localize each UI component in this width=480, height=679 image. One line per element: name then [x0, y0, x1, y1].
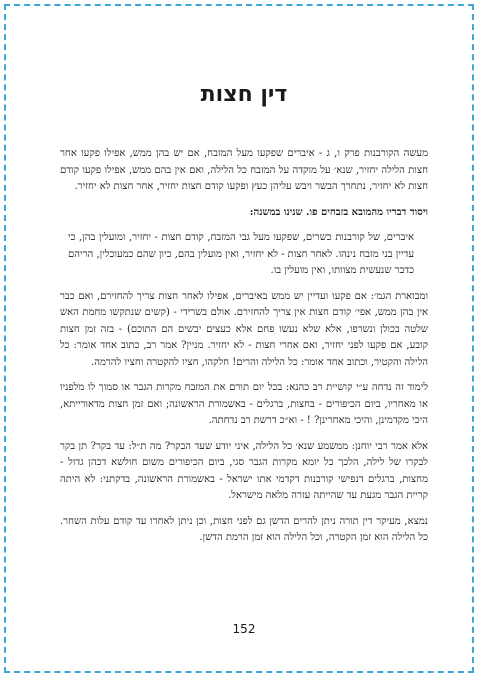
document-body	[60, 146, 428, 556]
paragraph-gemara: ומבוארת הגמ׳: אם פקעו ועדיין יש ממש באיברים, אפילו לאחר חצות צריך להחזירם, ואם כבר אין בהן ממש, אפי׳ קודם חצות אין צריך להחזירם. אולם בשרידי - (קשים שנתקשו מחמת האש שלטה בכולן ונשרפו, אלא שלא נעשו פחם אלא כעצים יבשים הם התוכם) - בזה זמן חצות קובע, אם פקעו לפני יחזיר, ואם אחרי חצות - לא יחזיר. מניין? אמר רב, כתוב אחד אומר: כל הלילה והקטיר, וכתוב אחד אומר: כל הלילה והרים! חלקהו, חציו להקטרה וחציו להרמה.	[60, 290, 428, 368]
paragraph-intro: מעשה הקורבנות פרק ו, ג - איברים שפקעו מעל המזבח, אם יש בהן ממש, אפילו פקעו אחר חצות הלילה יחזיר, שנא׳ על מוקדה על המזבח כל הלילה, ואם אין בהם ממש, אפילו פקעו קודם חצות לא יחזיר, נתחרך הבשר ויבש עליהן כעץ ופקעו קודם חצות יחזיר, אחר חצות לא יחזיר.	[60, 148, 428, 192]
paragraph-conclusion: נמצא, מעיקר דין תורה ניתן להרים הדשן גם לפני חצות, וכן ניתן לאחרו עד קודם עלות השחר. כל הלילה הוא זמן הקטרה, וכל הלילה הוא זמן הרמת הדשן.	[60, 515, 428, 543]
document-page	[60, 0, 428, 679]
mishna-quote	[60, 230, 428, 280]
paragraph-rav-kahana: לימוד זה נדחה ע״י קושיית רב כהנא: בכל יום תורם את המזבח מקרות הגבר או סמוך לו מלפניו או מאחריו, ביום הכיפורים - בחצות, ברגלים - באשמורת הראשונה; ואם זמן חצות מדאורייתא, היכי מקדמינן, והיכי מאחרינן? ! - וא״כ דרשת רב נדחתה.	[60, 382, 428, 426]
page-number: 152	[232, 622, 256, 636]
paragraph-source: ויסוד דבריו מהמובא בזבחים פו. שנינו במשנה:	[249, 206, 428, 218]
paragraph-rabbi-yochanan: אלא אמר רבי יוחנן: ממשמע שנא׳ כל הלילה, איני יודע שעד הבקר? מה ת״ל: עד בקר? תן בקר לבקרו של לילה, הלכך כל יומא מקרות הגבר סגי, ביום הכיפורים משום חולשא דכהן גדול - מחצות, ברגלים דנפישי קורבנות דקדמי אתו ישראל - באשמורת הראשונה, בדקתני: לא היתה קריית הגבר מגעת עד שהייתה עזרה מלאה מישראל.	[60, 440, 428, 501]
quote-text: איברים, של קורבנות כשרים, שפקעו מעל גבי המזבח, קודם חצות - יחזיר, ומועלין בהן, כי עדיין בני מזבח נינהו. לאחר חצות - לא יחזיר, ואין מועלין בהם, כיון שהם כמעוכלין, הריהם כדבר שנעשית מצוותו, ואין מועלין בו.	[68, 232, 414, 276]
page-title: דין חצות	[200, 82, 288, 107]
